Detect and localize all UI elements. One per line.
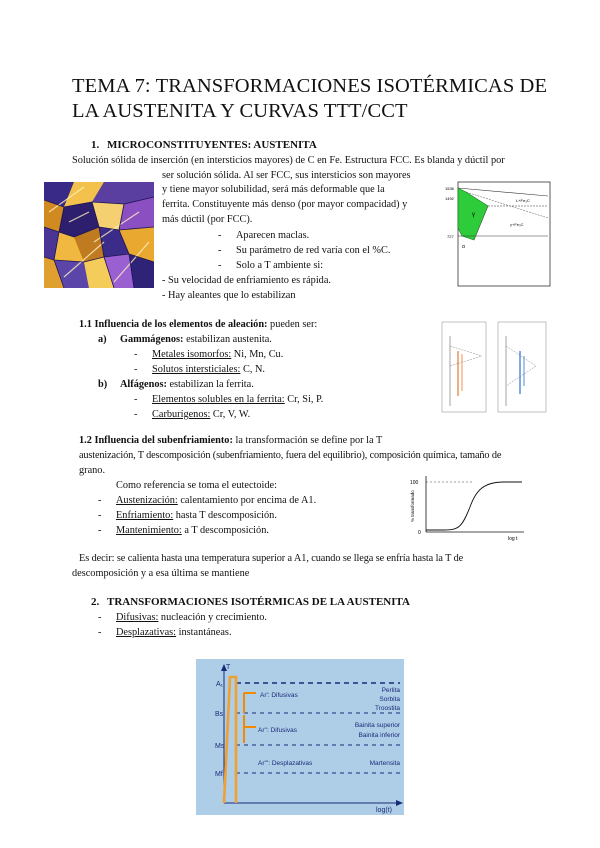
list-item: - Elementos solubles en la ferrita: Cr, Si, P. bbox=[134, 394, 324, 405]
section-2-heading: TRANSFORMACIONES ISOTÉRMICAS DE LA AUSTENITA bbox=[107, 596, 410, 608]
diagram-label: 727 bbox=[447, 234, 454, 239]
alloying-elements-diagram-image bbox=[436, 316, 552, 422]
austenite-micrograph-image bbox=[44, 182, 154, 288]
s12-paragraph-line: Como referencia se toma el eutectoide: bbox=[116, 480, 277, 491]
level-label-mf: Mf bbox=[215, 771, 223, 778]
list-item: - Metales isomorfos: Ni, Mn, Cu. bbox=[134, 349, 284, 360]
section-1-number: 1. bbox=[91, 139, 100, 151]
s1-paragraph-line: Solución sólida de inserción (en intersticios mayores) de C en Fe. Estructura FCC. Es blanda y dúctil por bbox=[72, 155, 505, 166]
diagram-label: γ+Fe₃C bbox=[510, 222, 524, 227]
isothermal-transformations-diagram bbox=[196, 659, 404, 815]
list-item: b) Alfágenos: estabilizan la ferrita. bbox=[98, 379, 254, 390]
diagram-y-axis-label: T bbox=[226, 664, 231, 671]
bullet-item: - Su velocidad de enfriamiento es rápida. bbox=[162, 275, 331, 286]
bullet-item: - Aparecen maclas. bbox=[218, 230, 310, 241]
subsection-1-1-heading: 1.1 Influencia de los elementos de aleación: pueden ser: bbox=[79, 319, 318, 330]
curve-ylabel: % transformado bbox=[410, 490, 415, 522]
subsection-1-2-heading: 1.2 Influencia del subenfriamiento: la transformación se define por la T bbox=[79, 435, 383, 446]
list-item: - Carburígenos: Cr, V, W. bbox=[134, 409, 251, 420]
transformation-curve-plot bbox=[404, 472, 528, 544]
product-label: Bainita inferior bbox=[358, 732, 400, 739]
s12-paragraph-line: grano. bbox=[79, 465, 106, 476]
curve-xlabel: log t bbox=[508, 536, 518, 542]
s12-paragraph-line: austenización, T descomposición (subenfriamiento, fuera del equilibrio), composición química, tamaño de bbox=[79, 450, 502, 461]
level-label-a1: A₁ bbox=[216, 681, 224, 688]
section-1-heading: MICROCONSTITUYENTES: AUSTENITA bbox=[107, 139, 317, 151]
list-item: - Solutos intersticiales: C, N. bbox=[134, 364, 265, 375]
s12-paragraph-line: Es decir: se calienta hasta una temperatura superior a A1, cuando se llega se enfría hasta la T de bbox=[79, 553, 464, 564]
bullet-item: - Su parámetro de red varía con el %C. bbox=[218, 245, 391, 256]
curve-tick-label: 100 bbox=[410, 480, 419, 486]
diagram-label: γ bbox=[472, 212, 475, 218]
page-title: TEMA 7: TRANSFORMACIONES ISOTÉRMICAS DE LA AUSTENITA Y CURVAS TTT/CCT bbox=[72, 75, 548, 122]
level-label-bs: Bs bbox=[215, 711, 224, 718]
ar2-label: Ar'': Difusivas bbox=[258, 727, 297, 734]
ar1-label: Ar': Difusivas bbox=[260, 692, 298, 699]
s1-paragraph-line: ferrita. Constituyente más denso (por mayor compacidad) y bbox=[162, 199, 408, 210]
curve-tick-label: 0 bbox=[418, 530, 421, 536]
product-label: Perlita bbox=[381, 687, 400, 694]
product-label: Martensita bbox=[369, 760, 400, 767]
diagram-label: 1536 bbox=[445, 186, 454, 191]
list-item: a) Gammágenos: estabilizan austenita. bbox=[98, 334, 272, 345]
fe-c-phase-diagram-image bbox=[444, 178, 554, 296]
bullet-item: - Hay aleantes que lo estabilizan bbox=[162, 290, 296, 301]
diagram-label: L+Fe₃C bbox=[516, 198, 530, 203]
diagram-x-axis-label: log(t) bbox=[376, 807, 392, 814]
list-item: - Desplazativas: instantáneas. bbox=[98, 627, 232, 638]
product-label: Bainita superior bbox=[354, 722, 400, 729]
list-item: - Enfriamiento: hasta T descomposición. bbox=[98, 510, 277, 521]
list-item: - Difusivas: nucleación y crecimiento. bbox=[98, 612, 267, 623]
ar3-label: Ar''': Desplazativas bbox=[258, 760, 313, 767]
list-item: - Austenización: calentamiento por encima de A1. bbox=[98, 495, 317, 506]
diagram-label: 1492 bbox=[445, 196, 454, 201]
s1-paragraph-line: ser solución sólida. Al ser FCC, sus intersticios son mayores bbox=[162, 170, 411, 181]
s12-paragraph-line: descomposición y a esa última se mantiene bbox=[72, 568, 250, 579]
section-2-number: 2. bbox=[91, 596, 100, 608]
list-item: - Mantenimiento: a T descomposición. bbox=[98, 525, 269, 536]
diagram-label: α bbox=[462, 244, 465, 250]
s1-paragraph-line: y tiene mayor solubilidad, será más deformable que la bbox=[162, 184, 385, 195]
bullet-item: - Solo a T ambiente si: bbox=[218, 260, 324, 271]
product-label: Sorbita bbox=[379, 696, 400, 703]
level-label-ms: Ms bbox=[215, 743, 225, 750]
product-label: Troostita bbox=[374, 705, 400, 712]
s1-paragraph-line: más dúctil (por FCC). bbox=[162, 214, 253, 225]
